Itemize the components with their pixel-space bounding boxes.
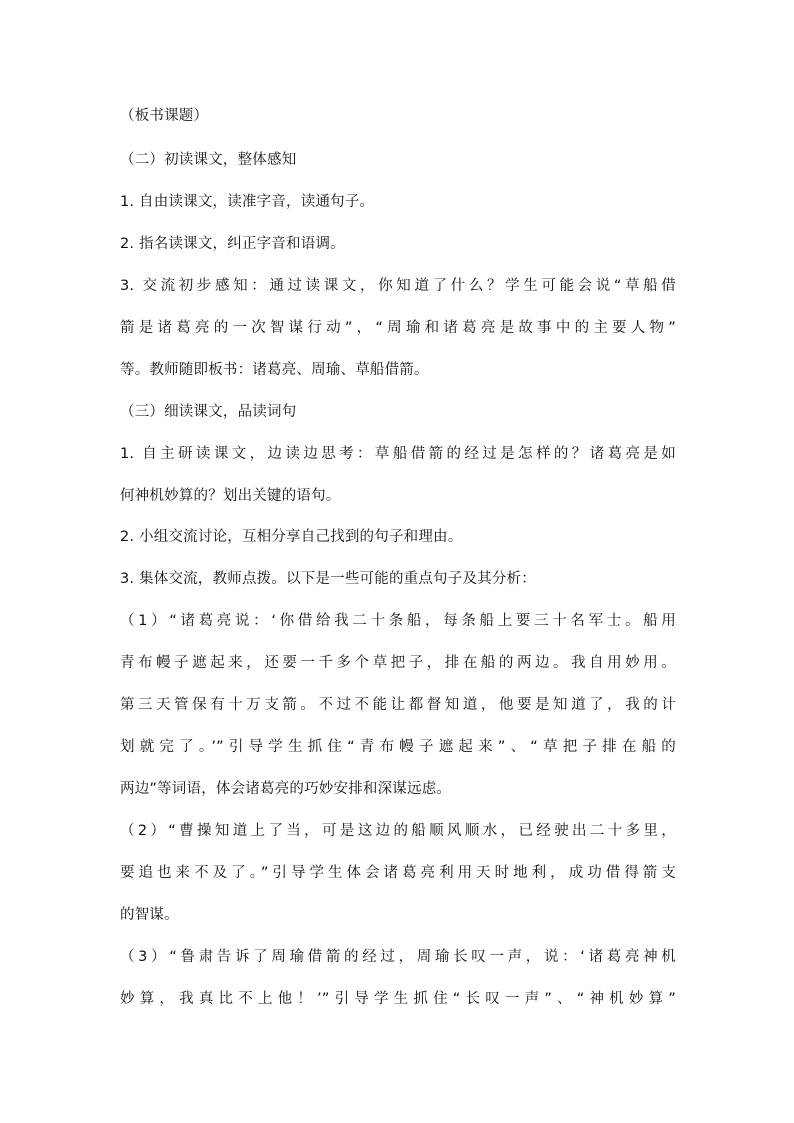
paragraph-line: 青布幔子遮起来，还要一千多个草把子，排在船的两边。我自用妙用。 <box>120 655 676 671</box>
paragraph-line: 等。教师随即板书：诸葛亮、周瑜、草船借箭。 <box>120 362 429 378</box>
paragraph-line: 第三天管保有十万支箭。不过不能让都督知道，他要是知道了，我的计 <box>120 697 676 713</box>
paragraph-line: 箭是诸葛亮的一次智谋行动”，“周瑜和诸葛亮是故事中的主要人物” <box>120 320 676 336</box>
list-item-1: 1. 自由读课文，读准字音，读通句子。 <box>120 194 375 210</box>
list-item-2b: 2. 小组交流讨论，互相分享自己找到的句子和理由。 <box>120 529 463 545</box>
paragraph-line: （2）“曹操知道上了当，可是这边的船顺风顺水，已经驶出二十多里， <box>120 823 676 839</box>
paragraph-line: （1）“诸葛亮说：‘你借给我二十条船，每条船上要三十名军士。船用 <box>120 613 676 629</box>
list-item-2: 2. 指名读课文，纠正字音和语调。 <box>120 236 345 252</box>
section-heading-2: （二）初读课文，整体感知 <box>120 152 297 168</box>
paragraph-line: 3. 交流初步感知：通过读课文，你知道了什么？学生可能会说“草船借 <box>120 278 676 294</box>
paragraph-line: 妙算，我真比不上他！’”引导学生抓住“长叹一声”、“神机妙算” <box>120 991 676 1007</box>
paragraph-line: 何神机妙算的？划出关键的语句。 <box>120 488 341 504</box>
list-item-3: 3. 集体交流，教师点拨。以下是一些可能的重点句子及其分析： <box>120 571 536 587</box>
heading-board-title: （板书课题） <box>120 108 209 124</box>
paragraph-line: 划就完了。’”引导学生抓住“青布幔子遮起来”、“草把子排在船的 <box>120 739 676 755</box>
paragraph-line: （3）“鲁肃告诉了周瑜借箭的经过，周瑜长叹一声，说：‘诸葛亮神机 <box>120 949 676 965</box>
paragraph-line: 的智谋。 <box>120 907 179 923</box>
paragraph-line: 要追也来不及了。”引导学生体会诸葛亮利用天时地利，成功借得箭支 <box>120 865 676 881</box>
paragraph-line: 1. 自主研读课文，边读边思考：草船借箭的经过是怎样的？诸葛亮是如 <box>120 446 676 462</box>
section-heading-3: （三）细读课文，品读词句 <box>120 404 297 420</box>
paragraph-line: 两边”等词语，体会诸葛亮的巧妙安排和深谋远虑。 <box>120 781 452 797</box>
